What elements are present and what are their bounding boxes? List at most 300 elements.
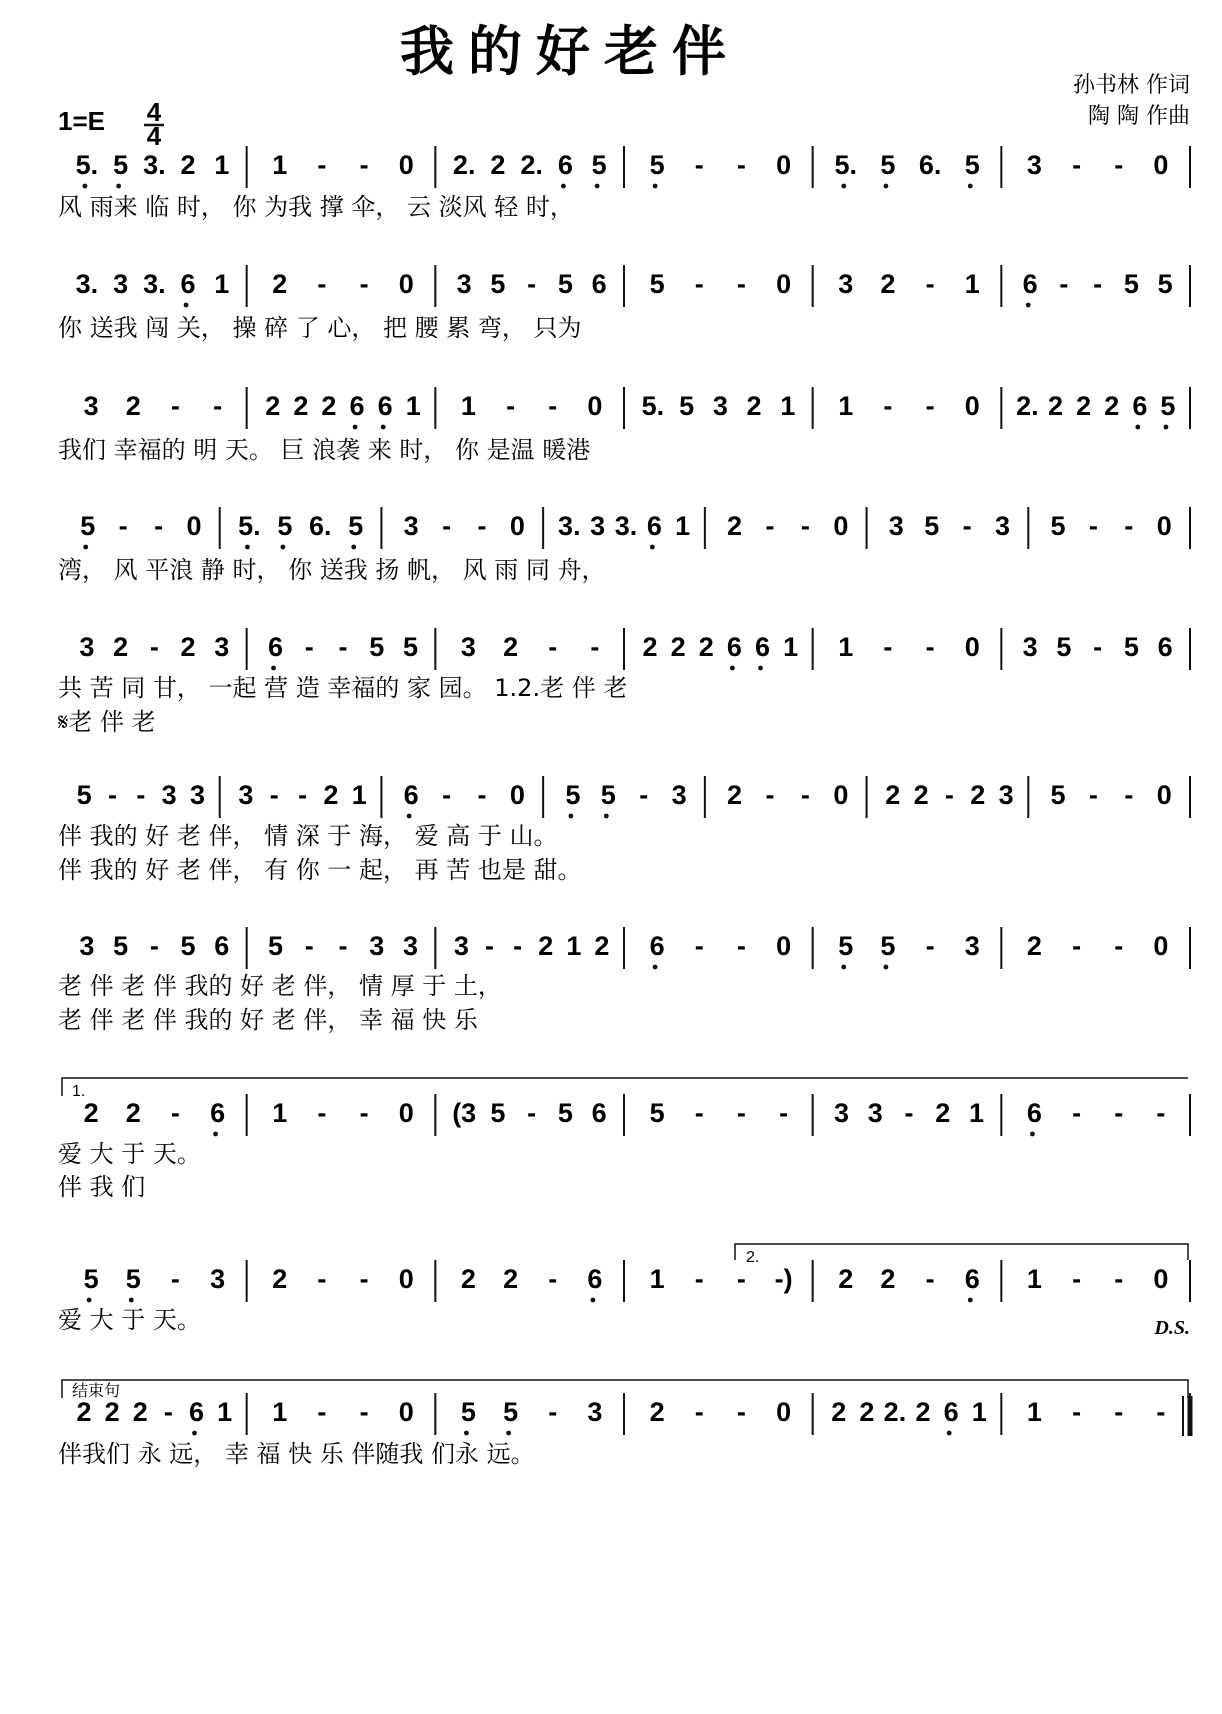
note: 6 xyxy=(180,269,196,299)
note: - xyxy=(694,1264,704,1294)
note: 5 xyxy=(557,1098,573,1128)
note: - xyxy=(359,1098,369,1128)
lower-octave-dot xyxy=(758,666,763,671)
note: 5 xyxy=(503,1397,519,1427)
note: 5. xyxy=(641,391,665,421)
note: 0 xyxy=(398,150,414,180)
note: 2 xyxy=(727,511,743,541)
note: - xyxy=(1114,1397,1124,1427)
note: 5 xyxy=(880,150,896,180)
note: 2. xyxy=(520,150,543,180)
note: 6 xyxy=(1132,391,1148,421)
note: - xyxy=(1088,780,1098,810)
note: 0 xyxy=(398,1397,414,1427)
note: 2 xyxy=(76,1397,92,1427)
note: - xyxy=(548,632,558,662)
note: 3 xyxy=(238,780,254,810)
note: 3 xyxy=(587,1397,603,1427)
note: 3 xyxy=(998,780,1014,810)
note: - xyxy=(359,1264,369,1294)
lower-octave-dot xyxy=(184,303,189,308)
note: 5 xyxy=(679,391,695,421)
note: - xyxy=(213,391,223,421)
note: - xyxy=(442,780,452,810)
note: 2 xyxy=(460,1264,476,1294)
note: 5 xyxy=(649,150,665,180)
note: 2 xyxy=(272,269,288,299)
note: - xyxy=(170,1098,180,1128)
lower-octave-dot xyxy=(353,425,358,430)
note: 2 xyxy=(83,1098,99,1128)
note: 2. xyxy=(883,1397,907,1427)
note: - xyxy=(149,632,159,662)
note: 6 xyxy=(646,511,662,541)
lower-octave-dot xyxy=(561,184,566,189)
note: 2 xyxy=(642,632,658,662)
note: - xyxy=(118,511,128,541)
note: 1 xyxy=(780,391,796,421)
note: 5 xyxy=(649,269,665,299)
note: - xyxy=(317,1098,327,1128)
lower-octave-dot xyxy=(968,184,973,189)
lyric-line: 共 苦 同 甘， 一起 营 造 幸福的 家 园。 1.2.老 伴 老 xyxy=(58,674,628,702)
note: - xyxy=(925,632,935,662)
note: - xyxy=(736,1098,746,1128)
note: - xyxy=(149,931,159,961)
lower-octave-dot xyxy=(506,1431,511,1436)
lyric-line: 爱 大 于 天。 xyxy=(58,1140,201,1168)
note: 6 xyxy=(1157,632,1173,662)
note: 5 xyxy=(924,511,940,541)
note: - xyxy=(513,931,523,961)
note: 5 xyxy=(348,511,364,541)
note: 1 xyxy=(783,632,799,662)
note: 5 xyxy=(1056,632,1072,662)
note: - xyxy=(1072,931,1082,961)
note: - xyxy=(1093,632,1103,662)
note: - xyxy=(944,780,954,810)
lower-octave-dot xyxy=(968,1298,973,1303)
lower-octave-dot xyxy=(192,1431,197,1436)
lower-octave-dot xyxy=(841,184,846,189)
note: 2 xyxy=(490,150,506,180)
note: - xyxy=(883,632,893,662)
note: - xyxy=(548,1264,558,1294)
note: - xyxy=(1088,511,1098,541)
note: - xyxy=(1072,1098,1082,1128)
note: - xyxy=(736,1264,746,1294)
lower-octave-dot xyxy=(129,1298,134,1303)
note: - xyxy=(925,269,935,299)
note: 2 xyxy=(323,780,339,810)
lower-octave-dot xyxy=(245,545,250,550)
note: 6 xyxy=(591,269,607,299)
note: 2 xyxy=(503,1264,519,1294)
note: 1 xyxy=(460,391,476,421)
note: 0 xyxy=(509,511,525,541)
note: 3. xyxy=(75,269,99,299)
note: 3 xyxy=(83,391,99,421)
note: 0 xyxy=(776,1397,792,1427)
note: 6 xyxy=(349,391,365,421)
note: 6 xyxy=(1026,1098,1042,1128)
note: 2 xyxy=(885,780,901,810)
song-title: 我的好老伴 xyxy=(400,19,740,83)
note: - xyxy=(590,632,600,662)
note: 2 xyxy=(293,391,309,421)
note: 3 xyxy=(888,511,904,541)
note: - xyxy=(736,1397,746,1427)
lyric-line: 伴 我的 好 老 伴， 情 深 于 海， 爱 高 于 山。 xyxy=(58,822,558,850)
note: 3 xyxy=(995,511,1011,541)
note: - xyxy=(1114,150,1124,180)
note: 5 xyxy=(600,780,616,810)
note: 1 xyxy=(272,1098,288,1128)
volta-bracket-2 xyxy=(735,1244,1188,1260)
note: 2 xyxy=(594,931,610,961)
note: 2 xyxy=(265,391,281,421)
note: 2 xyxy=(831,1397,847,1427)
note: 3 xyxy=(190,780,206,810)
note: 0 xyxy=(833,511,849,541)
note: - xyxy=(163,1397,173,1427)
note: - xyxy=(136,780,146,810)
time-signature-bottom: 4 xyxy=(146,121,162,151)
lower-octave-dot xyxy=(280,545,285,550)
lower-octave-dot xyxy=(407,814,412,819)
note: 6 xyxy=(268,632,284,662)
note: 5 xyxy=(1123,632,1139,662)
note: - xyxy=(765,511,775,541)
lower-octave-dot xyxy=(213,1132,218,1137)
note: 0 xyxy=(1153,1264,1169,1294)
note: - xyxy=(170,1264,180,1294)
note: - xyxy=(1059,269,1069,299)
lyric-line: 𝄋老 伴 老 xyxy=(58,708,156,736)
lyric-line: 伴 我 们 xyxy=(58,1173,146,1201)
lower-octave-dot xyxy=(1030,1132,1035,1137)
note: 1 xyxy=(649,1264,665,1294)
note: 3 xyxy=(1026,150,1042,180)
note: 3. xyxy=(143,269,166,299)
lyric-line: 伴 我的 好 老 伴， 有 你 一 起， 再 苦 也是 甜。 xyxy=(58,856,582,884)
lower-octave-dot xyxy=(604,814,609,819)
note: - xyxy=(548,391,558,421)
note: - xyxy=(800,511,810,541)
note: - xyxy=(694,269,704,299)
note: -) xyxy=(774,1264,793,1294)
note: 0 xyxy=(1153,931,1169,961)
note: - xyxy=(359,150,369,180)
note: 6 xyxy=(726,632,742,662)
note: 2 xyxy=(180,632,196,662)
note: 6 xyxy=(964,1264,980,1294)
note: 0 xyxy=(186,511,202,541)
note: 0 xyxy=(776,150,792,180)
note: - xyxy=(925,931,935,961)
lyric-line: 老 伴 老 伴 我的 好 老 伴， 情 厚 于 土， xyxy=(58,972,502,1000)
lyricist-credit: 孙书林 作词 xyxy=(1073,73,1190,98)
note: - xyxy=(269,780,279,810)
note: 1 xyxy=(272,1397,288,1427)
dal-segno-mark: D.S. xyxy=(1154,1317,1190,1339)
note: 3 xyxy=(214,632,230,662)
note: 2 xyxy=(859,1397,875,1427)
lower-octave-dot xyxy=(947,1431,952,1436)
note: 5 xyxy=(113,150,129,180)
note: 6 xyxy=(557,150,573,180)
note: 0 xyxy=(833,780,849,810)
note: 0 xyxy=(398,1098,414,1128)
note: 1 xyxy=(1026,1397,1042,1427)
note: 5 xyxy=(1050,511,1066,541)
lower-octave-dot xyxy=(464,1431,469,1436)
note: 2 xyxy=(321,391,337,421)
note: - xyxy=(317,1397,327,1427)
note: 3 xyxy=(453,931,469,961)
note: 3 xyxy=(113,269,129,299)
note: - xyxy=(925,391,935,421)
note: 6 xyxy=(591,1098,607,1128)
note: 5 xyxy=(113,931,129,961)
note: 3 xyxy=(838,269,854,299)
note: 6. xyxy=(309,511,332,541)
note: - xyxy=(1156,1098,1166,1128)
lower-octave-dot xyxy=(650,545,655,550)
note: 2. xyxy=(452,150,476,180)
lower-octave-dot xyxy=(381,425,386,430)
note: 1 xyxy=(217,1397,233,1427)
note: - xyxy=(1114,1098,1124,1128)
note: 2 xyxy=(880,1264,896,1294)
lower-octave-dot xyxy=(1026,303,1031,308)
note: 5. xyxy=(238,511,261,541)
note: 2 xyxy=(698,632,714,662)
lower-octave-dot xyxy=(591,1298,596,1303)
note: 2 xyxy=(1076,391,1092,421)
note: 3 xyxy=(867,1098,883,1128)
note: 3 xyxy=(964,931,980,961)
lower-octave-dot xyxy=(87,1298,92,1303)
note: 1 xyxy=(214,269,230,299)
note: - xyxy=(1114,931,1124,961)
note: 2 xyxy=(272,1264,288,1294)
note: 2 xyxy=(104,1397,120,1427)
note: - xyxy=(1093,269,1103,299)
note: 5 xyxy=(80,511,96,541)
note: - xyxy=(304,632,314,662)
note: 2 xyxy=(880,269,896,299)
lower-octave-dot xyxy=(653,184,658,189)
note: - xyxy=(154,511,164,541)
note: 3 xyxy=(671,780,687,810)
key-signature: 1=E xyxy=(58,106,105,136)
note: 2 xyxy=(1026,931,1042,961)
note: 2 xyxy=(913,780,929,810)
note: 3 xyxy=(402,931,418,961)
note: - xyxy=(548,1397,558,1427)
note: - xyxy=(694,931,704,961)
note: 5 xyxy=(1050,780,1066,810)
note: 5 xyxy=(838,931,854,961)
note: 2 xyxy=(649,1397,665,1427)
note: 5 xyxy=(125,1264,141,1294)
note: 3 xyxy=(834,1098,850,1128)
lower-octave-dot xyxy=(653,965,658,970)
note: 5 xyxy=(490,269,506,299)
volta-label-2: 2. xyxy=(746,1249,760,1266)
note: - xyxy=(338,931,348,961)
note: 3 xyxy=(590,511,606,541)
note: - xyxy=(1124,780,1134,810)
note: - xyxy=(800,780,810,810)
note: 1 xyxy=(838,391,854,421)
lower-octave-dot xyxy=(595,184,600,189)
note: - xyxy=(1124,511,1134,541)
lower-octave-dot xyxy=(116,184,121,189)
note: - xyxy=(298,780,308,810)
note: 0 xyxy=(776,269,792,299)
note: 6 xyxy=(1022,269,1038,299)
lower-octave-dot xyxy=(83,545,88,550)
note: 5 xyxy=(1123,269,1139,299)
note: 6. xyxy=(918,150,942,180)
note: 5 xyxy=(490,1098,506,1128)
note: - xyxy=(477,511,487,541)
note: 3. xyxy=(558,511,581,541)
note: 5 xyxy=(1157,269,1173,299)
note: 6 xyxy=(188,1397,205,1427)
note: 2 xyxy=(1047,391,1064,421)
note: 5 xyxy=(565,780,581,810)
note: 6 xyxy=(587,1264,603,1294)
lyric-line: 伴我们 永 远， 幸 福 快 乐 伴随我 们永 远。 xyxy=(58,1440,535,1468)
note: 1 xyxy=(964,269,980,299)
note: 6 xyxy=(649,931,665,961)
note: - xyxy=(527,269,537,299)
note: 0 xyxy=(1156,511,1172,541)
note: 3 xyxy=(369,931,385,961)
note: 5 xyxy=(1160,391,1176,421)
lyric-line: 老 伴 老 伴 我的 好 老 伴， 幸 福 快 乐 xyxy=(58,1006,478,1034)
note: - xyxy=(639,780,649,810)
note: 5 xyxy=(460,1397,476,1427)
lyric-line: 湾， 风 平浪 静 时， 你 送我 扬 帆， 风 雨 同 舟， xyxy=(58,556,606,584)
note: 5 xyxy=(83,1264,99,1294)
note: 1 xyxy=(1026,1264,1042,1294)
volta-label-1: 1. xyxy=(72,1083,86,1100)
lower-octave-dot xyxy=(351,545,356,550)
note: 5. xyxy=(834,150,858,180)
note: - xyxy=(304,931,314,961)
note: 2 xyxy=(670,632,686,662)
note: 2 xyxy=(935,1098,951,1128)
lyric-line: 爱 大 于 天。 xyxy=(58,1306,201,1334)
note: - xyxy=(359,1397,369,1427)
note: 1 xyxy=(351,780,367,810)
note: 0 xyxy=(587,391,603,421)
note: 6 xyxy=(943,1397,959,1427)
note: 5 xyxy=(277,511,293,541)
note: 1 xyxy=(675,511,691,541)
note: 6 xyxy=(403,780,419,810)
lower-octave-dot xyxy=(271,666,276,671)
note: 5 xyxy=(268,931,284,961)
note: 2 xyxy=(915,1397,931,1427)
note: 3. xyxy=(614,511,638,541)
lower-octave-dot xyxy=(884,965,889,970)
note: 0 xyxy=(776,931,792,961)
note: 1 xyxy=(971,1397,987,1427)
note: 0 xyxy=(1156,780,1172,810)
note: 2 xyxy=(132,1397,148,1427)
note: - xyxy=(170,391,180,421)
note: 6 xyxy=(754,632,771,662)
note: 2. xyxy=(1016,391,1039,421)
note: 6 xyxy=(210,1098,226,1128)
note: 2 xyxy=(838,1264,854,1294)
note: 5 xyxy=(180,931,196,961)
note: 5 xyxy=(369,632,385,662)
note: - xyxy=(1072,150,1082,180)
lyric-line: 风 雨来 临 时， 你 为我 撑 伞， 云 淡风 轻 时， xyxy=(58,193,574,221)
note: - xyxy=(338,632,348,662)
lower-octave-dot xyxy=(884,184,889,189)
note: 2 xyxy=(125,391,141,421)
note: - xyxy=(442,511,452,541)
note: - xyxy=(477,780,487,810)
note: 2 xyxy=(727,780,743,810)
lower-octave-dot xyxy=(82,184,87,189)
note: - xyxy=(904,1098,914,1128)
note: - xyxy=(962,511,972,541)
note: 0 xyxy=(398,1264,414,1294)
note: 3 xyxy=(210,1264,226,1294)
note: 2 xyxy=(970,780,986,810)
time-signature-top: 4 xyxy=(146,97,162,127)
note: 3 xyxy=(712,391,728,421)
note: - xyxy=(359,269,369,299)
note: - xyxy=(736,269,746,299)
note: - xyxy=(883,391,893,421)
note: - xyxy=(765,780,775,810)
note: 2 xyxy=(1104,391,1120,421)
note: 0 xyxy=(398,269,414,299)
note: 2 xyxy=(125,1098,141,1128)
note: 3 xyxy=(161,780,177,810)
note: 5 xyxy=(964,150,980,180)
note: - xyxy=(925,1264,935,1294)
note: - xyxy=(317,1264,327,1294)
note: 2 xyxy=(180,150,196,180)
composer-credit: 陶 陶 作曲 xyxy=(1088,104,1190,129)
note: 1 xyxy=(405,391,421,421)
note: - xyxy=(694,1098,704,1128)
note: (3 xyxy=(452,1098,477,1128)
note: - xyxy=(506,391,516,421)
note: 5 xyxy=(402,632,418,662)
note: - xyxy=(108,780,118,810)
note: 5 xyxy=(880,931,896,961)
note: 1 xyxy=(272,150,288,180)
note: - xyxy=(736,931,746,961)
lower-octave-dot xyxy=(568,814,573,819)
note: 0 xyxy=(509,780,525,810)
note: - xyxy=(485,931,494,961)
note: 3 xyxy=(79,931,95,961)
note: 3 xyxy=(460,632,476,662)
note: 6 xyxy=(377,391,393,421)
